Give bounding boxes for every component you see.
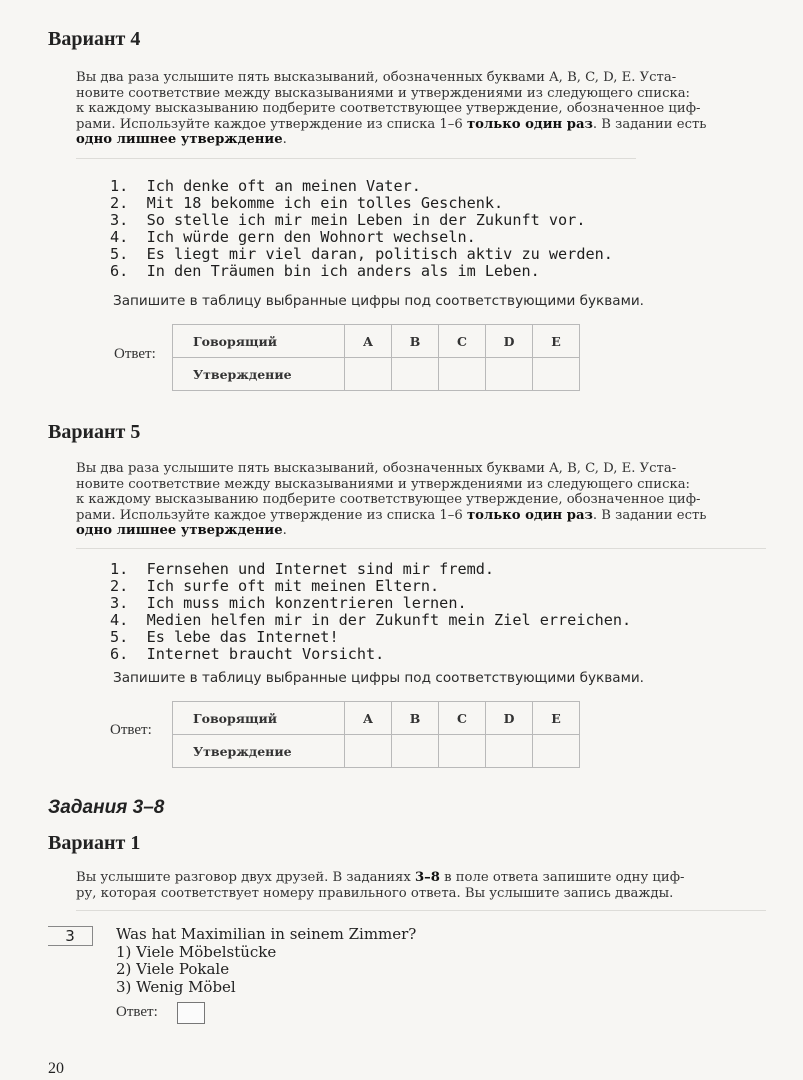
variant4-table-note: Запишите в таблицу выбранные цифры под соответствующими буквами.	[113, 293, 644, 309]
variant5-instructions	[76, 461, 766, 539]
tasks-section-title: Задания 3–8	[48, 797, 165, 818]
variant4-answer-label: Ответ:	[114, 346, 156, 362]
statement-item: 5. Es lebe das Internet!	[110, 628, 339, 646]
answer-cell-b[interactable]	[392, 358, 439, 391]
variant5-table-note: Запишите в таблицу выбранные цифры под соответствующими буквами.	[113, 670, 644, 686]
statement-item: 3. So stelle ich mir mein Leben in der Zukunft vor.	[110, 211, 586, 229]
divider	[76, 158, 636, 159]
tasks-variant-title: Вариант 1	[48, 832, 141, 854]
question-block	[116, 926, 416, 996]
variant4-title: Вариант 4	[48, 28, 141, 50]
statement-item: 1. Ich denke oft an meinen Vater.	[110, 177, 421, 195]
variant4-statements	[110, 178, 613, 280]
speaker-header: Говорящий	[173, 325, 345, 358]
question-options	[116, 944, 416, 997]
answer-input-box[interactable]	[177, 1002, 205, 1024]
letter-cell: C	[439, 325, 486, 358]
instruction-line: новите соответствие между высказываниями и утверждениями из следующего списка:	[76, 476, 691, 492]
instruction-line: одно лишнее утверждение.	[76, 132, 287, 147]
letter-cell: C	[439, 702, 486, 735]
letter-cell: B	[392, 702, 439, 735]
variant5-answer-table	[172, 701, 580, 768]
option-item: 2) Viele Pokale	[116, 960, 230, 978]
statement-item: 1. Fernsehen und Internet sind mir fremd.	[110, 560, 495, 578]
table-row	[173, 702, 580, 735]
answer-cell-d[interactable]	[486, 735, 533, 768]
letter-cell: A	[345, 325, 392, 358]
letter-cell: A	[345, 702, 392, 735]
instruction-line: новите соответствие между высказываниями и утверждениями из следующего списка:	[76, 85, 691, 101]
tasks-instructions	[76, 870, 766, 901]
instruction-line: ру, которая соответствует номеру правильного ответа. Вы услышите запись дважды.	[76, 885, 674, 901]
statement-item: 2. Mit 18 bekomme ich ein tolles Geschenk.	[110, 194, 504, 212]
answer-cell-e[interactable]	[533, 735, 580, 768]
answer-cell-b[interactable]	[392, 735, 439, 768]
statement-item: 5. Es liegt mir viel daran, politisch aktiv zu werden.	[110, 245, 613, 263]
instruction-line: к каждому высказыванию подберите соответствующее утверждение, обозначенное циф-	[76, 492, 701, 507]
answer-cell-d[interactable]	[486, 358, 533, 391]
divider	[76, 910, 766, 911]
instruction-line: Вы два раза услышите пять высказываний, обозначенных буквами A, B, C, D, E. Уста-	[76, 70, 677, 85]
instruction-line: рами. Используйте каждое утверждение из списка 1–6 только один раз. В задании есть	[76, 507, 707, 523]
variant5-statements	[110, 561, 631, 663]
answer-cell-e[interactable]	[533, 358, 580, 391]
statement-item: 4. Ich würde gern den Wohnort wechseln.	[110, 228, 476, 246]
option-item: 3) Wenig Möbel	[116, 977, 236, 996]
instruction-line: Вы услышите разговор двух друзей. В заданиях 3–8 в поле ответа запишите одну циф-	[76, 870, 685, 885]
question-number: 3	[48, 926, 93, 946]
variant5-answer-label: Ответ:	[110, 722, 152, 738]
statement-item: 4. Medien helfen mir in der Zukunft mein Ziel erreichen.	[110, 611, 632, 629]
statement-item: 2. Ich surfe oft mit meinen Eltern.	[110, 577, 440, 595]
table-row	[173, 325, 580, 358]
statement-item: 6. In den Träumen bin ich anders als im Leben.	[110, 262, 540, 280]
letter-cell: D	[486, 325, 533, 358]
instruction-line: рами. Используйте каждое утверждение из списка 1–6 только один раз. В задании есть	[76, 116, 707, 132]
table-row	[173, 735, 580, 768]
answer-cell-a[interactable]	[345, 358, 392, 391]
page-number: 20	[48, 1060, 64, 1077]
question-answer-label: Ответ:	[116, 1004, 158, 1020]
option-item: 1) Viele Möbelstücke	[116, 942, 277, 961]
instruction-line: Вы два раза услышите пять высказываний, обозначенных буквами A, B, C, D, E. Уста-	[76, 461, 677, 476]
answer-cell-c[interactable]	[439, 735, 486, 768]
variant5-title: Вариант 5	[48, 421, 141, 443]
statement-header: Утверждение	[173, 358, 345, 391]
answer-cell-a[interactable]	[345, 735, 392, 768]
statement-item: 6. Internet braucht Vorsicht.	[110, 645, 385, 663]
variant4-answer-table	[172, 324, 580, 391]
instruction-line: одно лишнее утверждение.	[76, 523, 287, 538]
statement-item: 3. Ich muss mich konzentrieren lernen.	[110, 594, 467, 612]
letter-cell: E	[533, 325, 580, 358]
answer-cell-c[interactable]	[439, 358, 486, 391]
variant4-instructions	[76, 70, 766, 148]
letter-cell: B	[392, 325, 439, 358]
divider	[76, 548, 766, 549]
letter-cell: E	[533, 702, 580, 735]
table-row	[173, 358, 580, 391]
question-text: Was hat Maximilian in seinem Zimmer?	[116, 925, 417, 943]
speaker-header: Говорящий	[173, 702, 345, 735]
statement-header: Утверждение	[173, 735, 345, 768]
letter-cell: D	[486, 702, 533, 735]
instruction-line: к каждому высказыванию подберите соответствующее утверждение, обозначенное циф-	[76, 101, 701, 116]
